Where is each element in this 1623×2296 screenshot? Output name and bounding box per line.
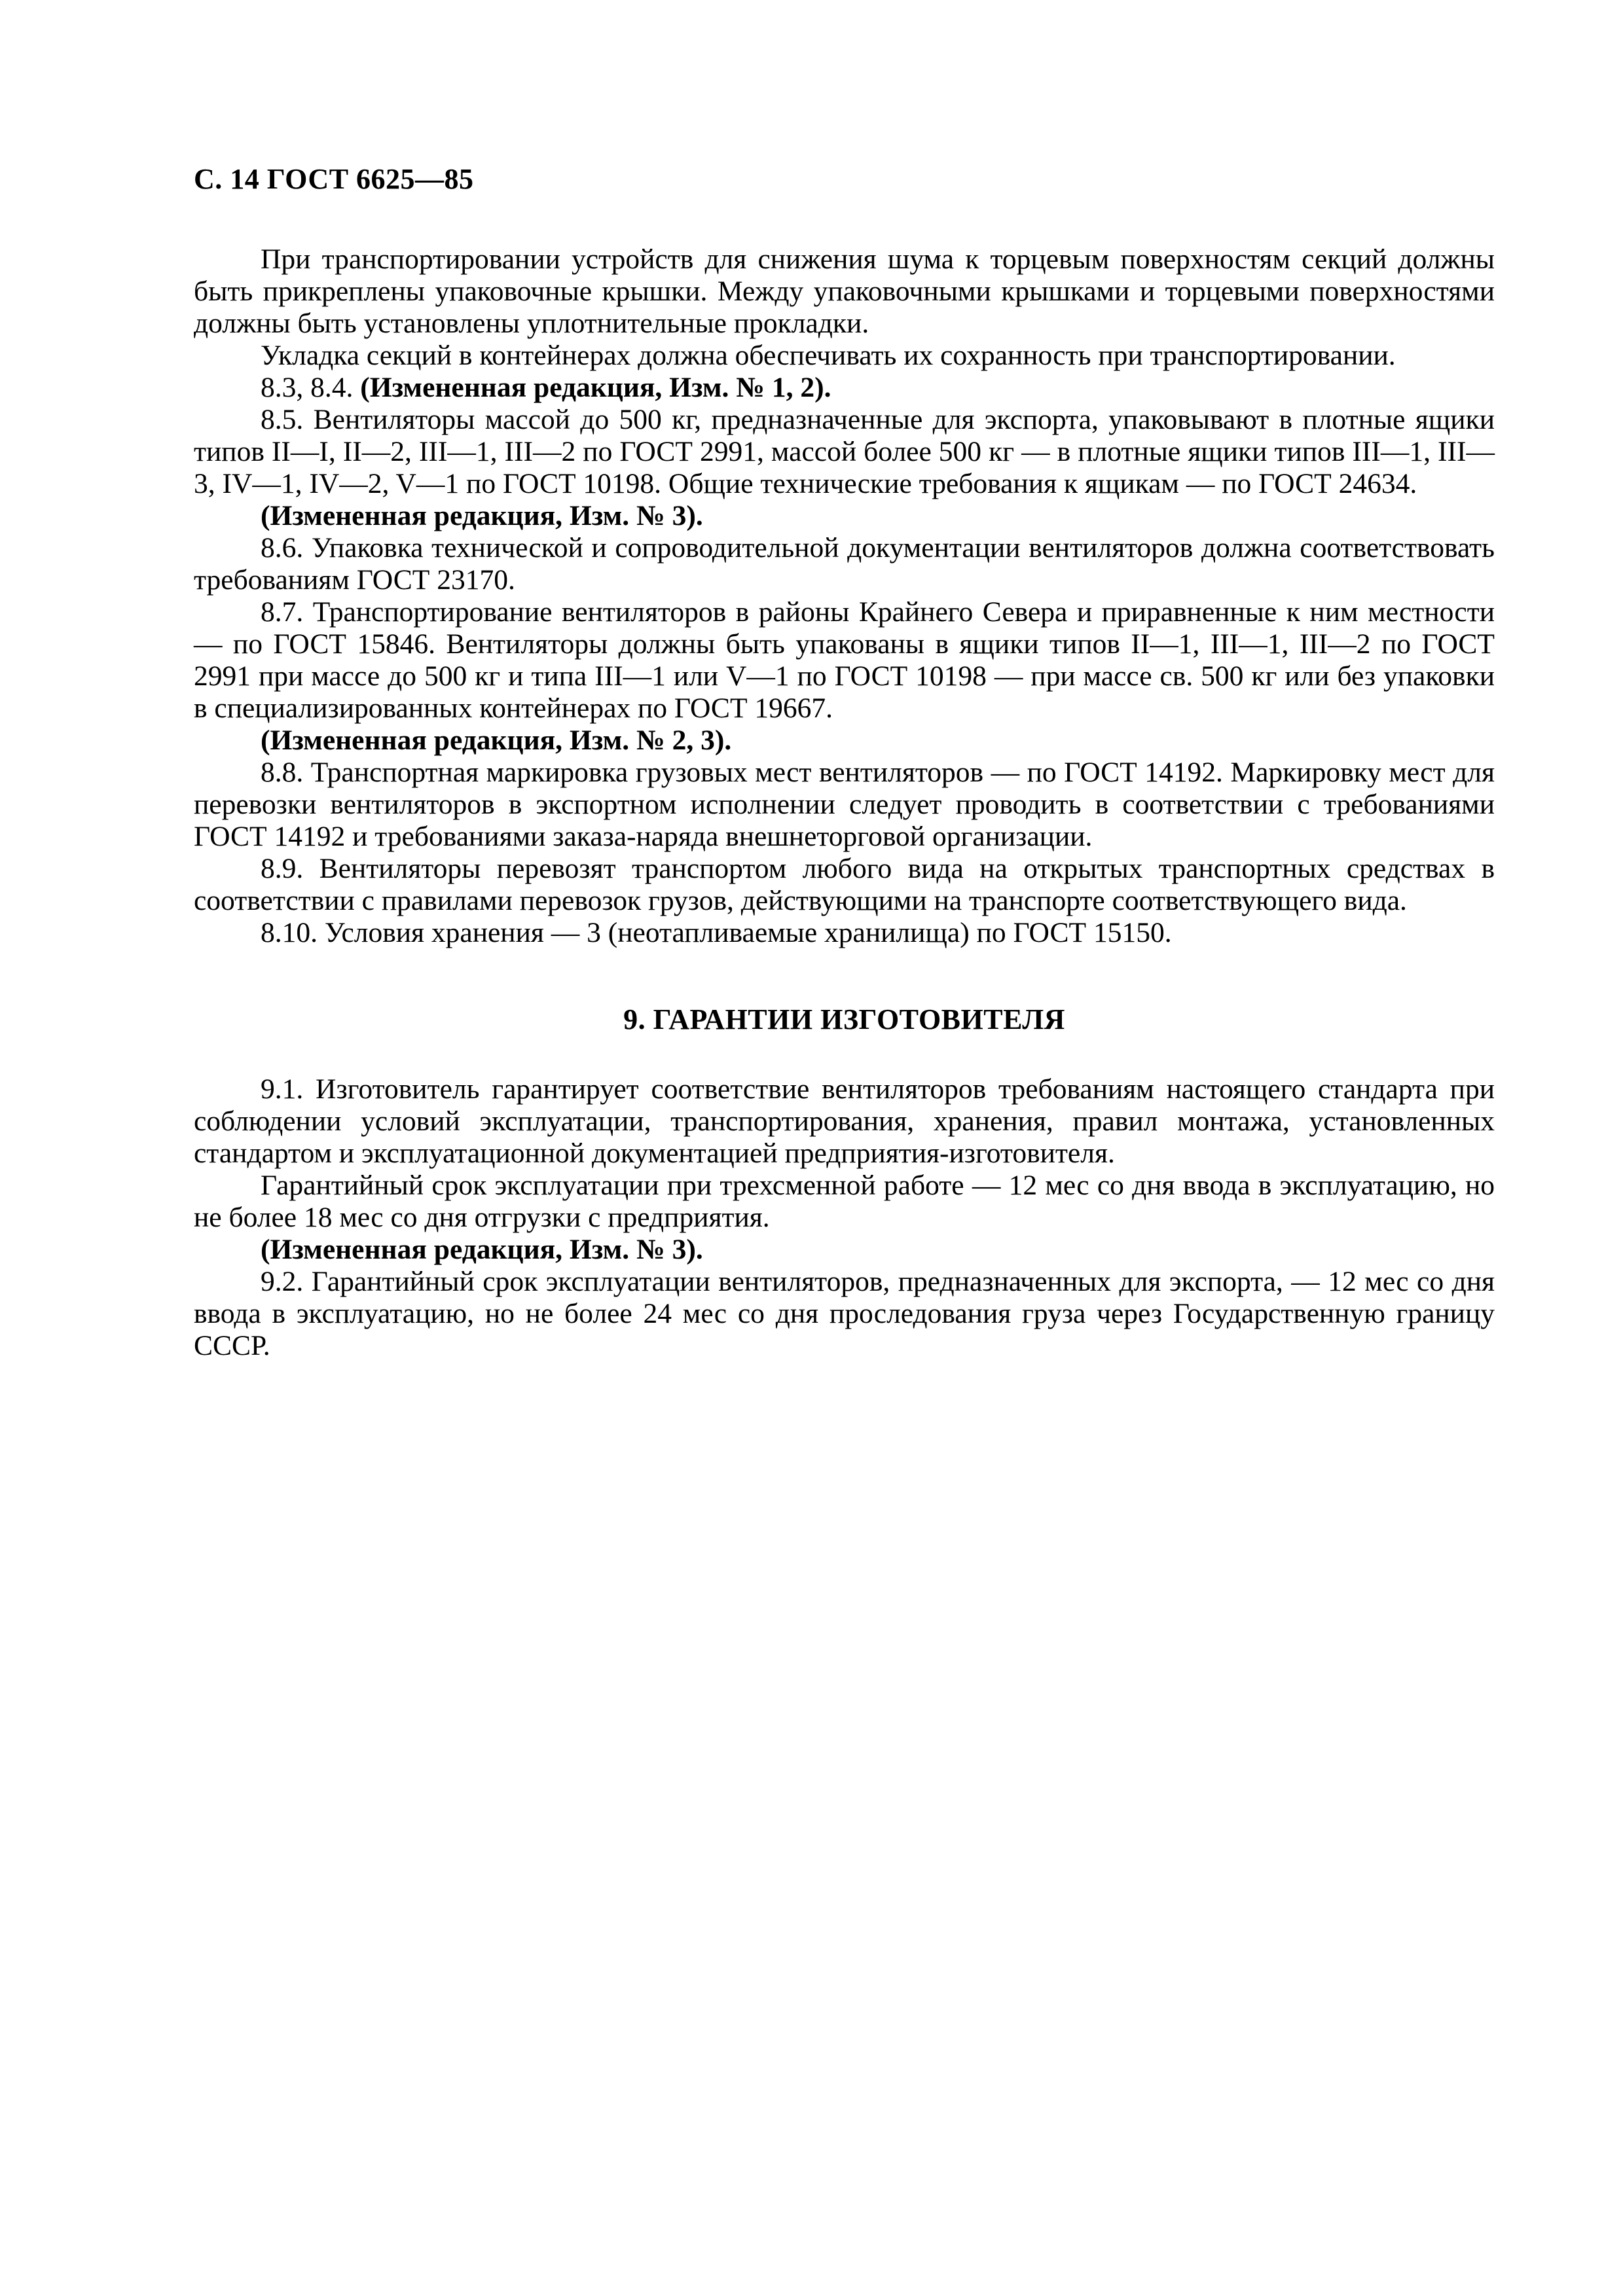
paragraph: При транспортировании устройств для снижения шума к торцевым поверхностям секций должны быть прикреплены упаковочные крышки. Между упаковочными крышками и торцевыми поверхностями должны быть установлены уплотнительные прокладки. [194, 243, 1495, 339]
paragraph: Укладка секций в контейнерах должна обеспечивать их сохранность при транспортировании. [261, 340, 1396, 371]
paragraph-lead: 8.3, 8.4. [261, 372, 361, 403]
paragraph: 8.10. Условия хранения — 3 (неотапливаемые хранилища) по ГОСТ 15150. [261, 917, 1172, 948]
page-header: С. 14 ГОСТ 6625—85 [194, 163, 474, 195]
paragraph: 8.7. Транспортирование вентиляторов в районы Крайнего Севера и приравненные к ним местности — по ГОСТ 15846. Вентиляторы должны быть упакованы в ящики типов II—1, III—1, III—2 по ГОСТ 2991 при массе до 500 кг и типа III—1 или V—1 по ГОСТ 10198 — при массе св. 500 кг или без упаковки в специализированных контейнерах по ГОСТ 19667. [194, 596, 1495, 724]
paragraph [194, 372, 1495, 404]
paragraph: 8.5. Вентиляторы массой до 500 кг, предназначенные для экспорта, упаковывают в плотные ящики типов II—I, II—2, III—1, III—2 по ГОСТ 2991, массой более 500 кг — в плотные ящики типов III—1, III—3, IV—1, IV—2, V—1 по ГОСТ 10198. Общие технические требования к ящикам — по ГОСТ 24634. [194, 404, 1495, 499]
paragraph: 8.6. Упаковка технической и сопроводительной документации вентиляторов должна соответствовать требованиям ГОСТ 23170. [194, 532, 1495, 596]
paragraph: 9.2. Гарантийный срок эксплуатации вентиляторов, предназначенных для экспорта, — 12 мес со дня ввода в эксплуатацию, но не более 24 мес со дня проследования груза через Государственную границу СССР. [194, 1266, 1495, 1361]
amendment-note: (Измененная редакция, Изм. № 3). [261, 500, 703, 531]
paragraph: 8.8. Транспортная маркировка грузовых мест вентиляторов — по ГОСТ 14192. Маркировку мест для перевозки вентиляторов в экспортном исполнении следует проводить в соответствии с требованиями ГОСТ 14192 и требованиями заказа-наряда внешнеторговой организации. [194, 757, 1495, 852]
amendment-note: (Измененная редакция, Изм. № 3). [261, 1234, 703, 1265]
paragraph: 8.9. Вентиляторы перевозят транспортом любого вида на открытых транспортных средствах в соответствии с правилами перевозок грузов, действующими на транспорте соответствующего вида. [194, 853, 1495, 916]
paragraph: Гарантийный срок эксплуатации при трехсменной работе — 12 мес со дня ввода в эксплуатацию, но не более 18 мес со дня отгрузки с предприятия. [194, 1170, 1495, 1233]
amendment-note: (Измененная редакция, Изм. № 1, 2). [360, 372, 831, 403]
paragraph: 9.1. Изготовитель гарантирует соответствие вентиляторов требованиям настоящего стандарта при соблюдении условий эксплуатации, транспортирования, хранения, правил монтажа, установленных стандартом и эксплуатационной документацией предприятия-изготовителя. [194, 1073, 1495, 1169]
amendment-note: (Измененная редакция, Изм. № 2, 3). [261, 725, 732, 756]
section-9-title: 9. ГАРАНТИИ ИЗГОТОВИТЕЛЯ [623, 1003, 1065, 1035]
section-9-body [194, 1073, 1495, 1362]
section-8-body [194, 243, 1495, 949]
